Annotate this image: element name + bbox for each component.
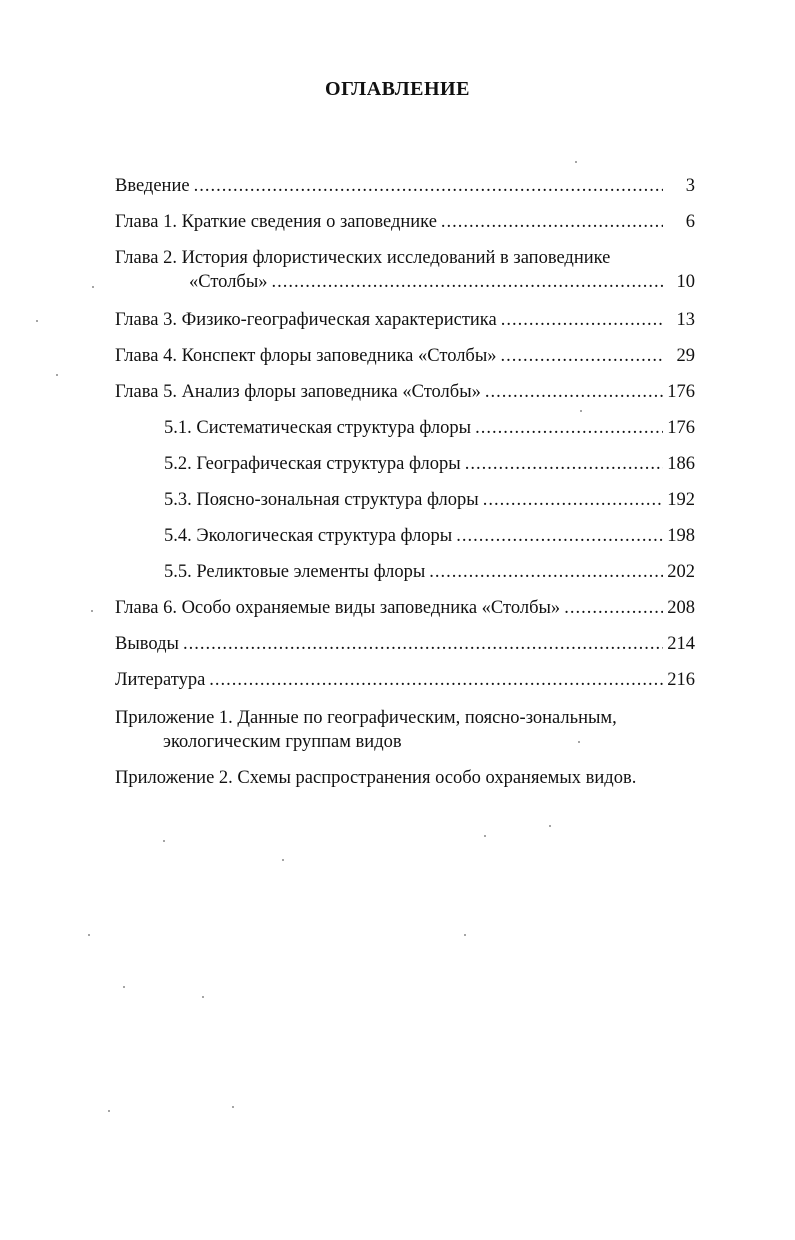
toc-entry-page: 208 (667, 598, 695, 618)
toc-entry-chapter-2 (115, 246, 695, 294)
dot-leader (501, 308, 663, 332)
dot-leader (194, 174, 663, 198)
scan-speck (123, 986, 125, 988)
dot-leader (501, 344, 663, 368)
toc-entry-section-5-2 (164, 452, 695, 476)
toc-entry-page: 198 (667, 526, 695, 546)
toc-entry-label: 5.5. Реликтовые элементы флоры (164, 562, 426, 582)
toc-entry-page: 6 (685, 212, 695, 232)
scan-speck (56, 374, 58, 376)
toc-entry-section-5-1 (164, 416, 695, 440)
scan-speck (92, 286, 94, 288)
toc-entry-label: 5.4. Экологическая структура флоры (164, 526, 453, 546)
toc-entry-label: Глава 5. Анализ флоры заповедника «Столбы» (115, 382, 481, 402)
dot-leader (429, 560, 663, 584)
toc-entry-chapter-3 (115, 308, 695, 332)
toc-entry-page: 13 (676, 310, 695, 330)
scan-speck (575, 161, 577, 163)
dot-leader (564, 596, 663, 620)
scan-speck (91, 610, 93, 612)
toc-entry-page: 29 (676, 346, 695, 366)
toc-entry-page: 192 (667, 490, 695, 510)
toc-entry-appendix-1 (115, 706, 695, 754)
toc-entry-label: Глава 6. Особо охраняемые виды заповедника «Столбы» (115, 598, 561, 618)
toc-entry-label: 5.2. Географическая структура флоры (164, 454, 461, 474)
scan-speck (88, 934, 90, 936)
scan-speck (578, 741, 580, 743)
toc-entry-page: 214 (667, 634, 695, 654)
dot-leader (183, 632, 663, 656)
scan-speck (282, 859, 284, 861)
toc-entry-page: 216 (667, 670, 695, 690)
dot-leader (441, 210, 663, 234)
toc-entry-chapter-1 (115, 210, 695, 234)
toc-entry-chapter-4 (115, 344, 695, 368)
toc-entry-section-5-3 (164, 488, 695, 512)
dot-leader (465, 452, 663, 476)
toc-entry-label: Приложение 2. Схемы распространения особо охраняемых видов. (115, 768, 637, 788)
toc-entry-label: Глава 4. Конспект флоры заповедника «Столбы» (115, 346, 497, 366)
dot-leader (272, 270, 663, 294)
scan-speck (36, 320, 38, 322)
toc-entry-page: 202 (667, 562, 695, 582)
page-title: ОГЛАВЛЕНИЕ (325, 78, 470, 100)
dot-leader (483, 488, 663, 512)
toc-entry-label: Глава 3. Физико-географическая характеристика (115, 310, 497, 330)
toc-entry-label: Глава 1. Краткие сведения о заповеднике (115, 212, 437, 232)
dot-leader (485, 380, 663, 404)
toc-entry-label: Глава 2. История флористических исследований в заповеднике (115, 248, 611, 268)
dot-leader (209, 668, 663, 692)
dot-leader (456, 524, 663, 548)
toc-entry-page: 176 (667, 382, 695, 402)
toc-entry-introduction (115, 174, 695, 198)
toc-entry-conclusions (115, 632, 695, 656)
toc-entry-page: 176 (667, 418, 695, 438)
toc-entry-label-continuation: «Столбы» (189, 272, 268, 292)
scan-speck (549, 825, 551, 827)
toc-entry-chapter-6 (115, 596, 695, 620)
scan-speck (108, 1110, 110, 1112)
toc-entry-label: Приложение 1. Данные по географическим, поясно-зональным, (115, 708, 617, 728)
toc-entry-chapter-5 (115, 380, 695, 404)
toc-entry-appendix-2 (115, 766, 695, 790)
scan-speck (163, 840, 165, 842)
toc-entry-label-continuation: экологическим группам видов (163, 732, 402, 752)
dot-leader (475, 416, 663, 440)
toc-entry-page: 186 (667, 454, 695, 474)
toc-entry-section-5-5 (164, 560, 695, 584)
toc-entry-page: 10 (676, 272, 695, 292)
toc-entry-label: 5.3. Поясно-зональная структура флоры (164, 490, 479, 510)
toc-entry-literature (115, 668, 695, 692)
toc-entry-label: Введение (115, 176, 190, 196)
toc-entry-label: Выводы (115, 634, 179, 654)
scan-speck (580, 410, 582, 412)
toc-entry-label: Литература (115, 670, 206, 690)
scan-speck (202, 996, 204, 998)
scan-speck (232, 1106, 234, 1108)
toc-entry-label: 5.1. Систематическая структура флоры (164, 418, 472, 438)
scan-speck (484, 835, 486, 837)
toc-entry-page: 3 (685, 176, 695, 196)
scan-speck (464, 934, 466, 936)
toc-entry-section-5-4 (164, 524, 695, 548)
